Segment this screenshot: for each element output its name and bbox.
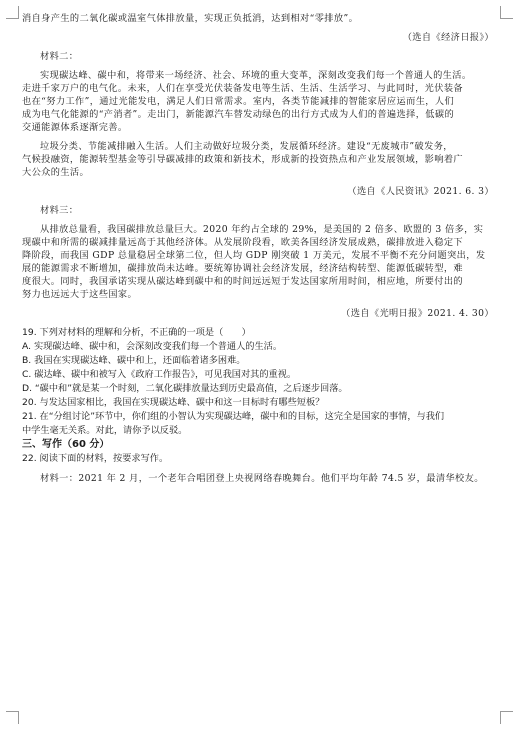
crop-mark-top-left [6, 6, 19, 19]
paragraph-line: 降阶段，而我国 GDP 总量稳居全球第二位，但人均 GDP 刚突破 1 万美元，发展不平衡不充分问题突出，发 [22, 250, 486, 261]
paragraph-line: 垃圾分类、节能减排融入生活。人们主动做好垃圾分类，发展循环经济。建设“无废城市”破发务， [40, 141, 453, 152]
option-c: C. 碳达峰、碳中和被写入《政府工作报告》，可见我国对其的重视。 [22, 369, 297, 380]
source-citation-1: （选自《经济日报》） [402, 32, 494, 43]
paragraph-line: 展的能源需求不断增加，碳排放尚未达峰。要统筹协调社会经济发展，经济结构转型、能源低碳转型，难 [22, 263, 464, 274]
material3-heading: 材料三： [40, 205, 79, 216]
section-heading-writing: 三、写作（60 分） [22, 439, 110, 450]
material2-paragraph-2 [22, 140, 498, 179]
paragraph-line: 努力也远远大于这些国家。 [22, 289, 138, 300]
paragraph-line: 度很大。同时，我国承诺实现从碳达峰到碳中和的时间远远短于发达国家所用时间，相应地，所要付出的 [22, 276, 464, 287]
paragraph-line: 现碳中和所需的碳减排量远高于其他经济体。从发展阶段看，欧美各国经济发展成熟，碳排放进入稳定下 [22, 237, 464, 248]
material2-paragraph-1 [22, 69, 498, 134]
question-22: 22. 阅读下面的材料，按要求写作。 [22, 453, 169, 464]
question-21-continued: 中学生毫无关系。对此，请你予以反驳。 [22, 425, 188, 436]
continuation-line: 消自身产生的二氧化碳或温室气体排放量，实现正负抵消，达到相对“零排放”。 [22, 13, 359, 24]
writing-material-1: 材料一：2021 年 2 月，一个老年合唱团登上央视网络春晚舞台。他们平均年龄 74.5 岁，最清华校友。 [40, 473, 484, 484]
question-19: 19. 下列对材料的理解和分析，不正确的一项是（ ） [22, 327, 251, 338]
paragraph-line: 成为电气化能源的“产消者”。走出门，新能源汽车替发动绿色的出行方式成为人们的普遍选择，低碳的 [22, 109, 455, 120]
paragraph-line: 大公众的生活。 [22, 167, 90, 178]
paragraph-line: 交通能源体系逐渐完善。 [22, 122, 128, 133]
material2-heading: 材料二： [40, 51, 79, 62]
source-citation-2: （选自《人民资讯》2021. 6. 3） [347, 186, 494, 197]
crop-mark-top-right [500, 6, 513, 19]
paragraph-line: 走进千家万户的电气化。未来，人们在享受光伏装备发电等生活、生活、生活学习、与此同时，光伏装备 [22, 83, 464, 94]
option-d: D. “碳中和”就是某一个时刻，二氧化碳排放量达到历史最高值，之后逐步回落。 [22, 383, 348, 394]
paragraph-line: 气候投融资，能源转型基金等引导碳减排的政策和新技术，形成新的投资热点和产业发展领域，影响着广 [22, 154, 464, 165]
option-b: B. 我国在实现碳达峰、碳中和上，还面临着诸多困难。 [22, 355, 246, 366]
question-20: 20. 与发达国家相比，我国在实现碳达峰、碳中和这一目标时有哪些短板？ [22, 397, 325, 408]
question-list [22, 326, 498, 466]
material3-paragraph [22, 223, 498, 301]
crop-mark-bottom-right [500, 711, 513, 724]
paragraph-line: 从排放总量看，我国碳排放总量巨大。2020 年约占全球的 29%，是美国的 2 倍多、欧盟的 3 倍多，实 [40, 224, 484, 235]
question-21: 21. 在“分组讨论”环节中，你们组的小智认为实现碳达峰，碳中和的目标，这完全是国家的事情，与我们 [22, 411, 445, 422]
crop-mark-bottom-left [6, 711, 19, 724]
paragraph-line: 实现碳达峰、碳中和，将带来一场经济、社会、环境的重大变革，深刻改变我们每一个普通人的生活。 [40, 70, 472, 81]
source-citation-3: （选自《光明日报》2021. 4. 30） [341, 308, 494, 319]
option-a: A. 实现碳达峰、碳中和，会深刻改变我们每一个普通人的生活。 [22, 341, 283, 352]
page-content [22, 12, 498, 485]
paragraph-line: 也在“努力工作”，通过光能发电，满足人们日常需求。室内，各类节能减排的智能家居应运而生，人们 [22, 96, 455, 107]
